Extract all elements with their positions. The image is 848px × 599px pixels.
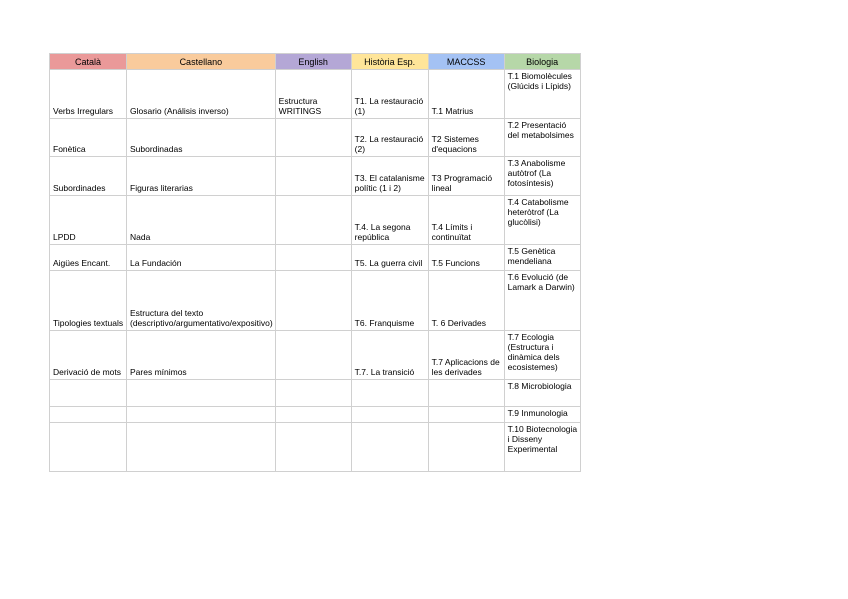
table-cell[interactable]: T2 Sistemes d'equacions — [428, 119, 504, 157]
table-cell[interactable]: Tipologies textuals — [50, 271, 127, 331]
table-cell[interactable]: T.5 Genètica mendeliana — [504, 245, 580, 271]
table-cell[interactable]: T3 Programació lineal — [428, 157, 504, 196]
table-cell[interactable] — [50, 407, 127, 423]
table-cell[interactable]: Nada — [127, 196, 276, 245]
table-cell[interactable] — [50, 380, 127, 407]
table-cell[interactable]: T.7 Ecologia (Estructura i dinàmica dels ecosistemes) — [504, 331, 580, 380]
table-cell[interactable]: T2. La restauració (2) — [351, 119, 428, 157]
table-cell[interactable] — [275, 157, 351, 196]
table-cell[interactable]: Verbs Irregulars — [50, 70, 127, 119]
table-cell[interactable] — [275, 119, 351, 157]
table-cell[interactable] — [275, 331, 351, 380]
table-row — [50, 196, 581, 245]
table-row — [50, 157, 581, 196]
table-cell[interactable]: T.4 Catabolisme heteròtrof (La glucòlisi) — [504, 196, 580, 245]
table-cell[interactable]: Pares mínimos — [127, 331, 276, 380]
table-row — [50, 407, 581, 423]
table-row — [50, 423, 581, 472]
table-cell[interactable]: T.6 Evolució (de Lamark a Darwin) — [504, 271, 580, 331]
table-cell[interactable] — [127, 407, 276, 423]
table-row — [50, 271, 581, 331]
table-cell[interactable]: T.4. La segona república — [351, 196, 428, 245]
table-cell[interactable] — [428, 407, 504, 423]
table-row — [50, 380, 581, 407]
header-catala[interactable]: Català — [50, 54, 127, 70]
table-cell[interactable]: Estructura del texto (descriptivo/argumentativo/expositivo) — [127, 271, 276, 331]
table-cell[interactable]: T.4 Límits i continuïtat — [428, 196, 504, 245]
table-cell[interactable]: T1. La restauració (1) — [351, 70, 428, 119]
table-cell[interactable]: Estructura WRITINGS — [275, 70, 351, 119]
table-cell[interactable]: T.9 Inmunologia — [504, 407, 580, 423]
table-row — [50, 331, 581, 380]
table-cell[interactable] — [428, 380, 504, 407]
table-cell[interactable]: T6. Franquisme — [351, 271, 428, 331]
table-cell[interactable] — [351, 423, 428, 472]
table-row — [50, 119, 581, 157]
table-cell[interactable] — [127, 423, 276, 472]
table-cell[interactable]: T.3 Anabolisme autòtrof (La fotosíntesis) — [504, 157, 580, 196]
table-cell[interactable]: Aigües Encant. — [50, 245, 127, 271]
table-row — [50, 245, 581, 271]
subjects-table — [49, 53, 581, 472]
table-cell[interactable]: Figuras literarias — [127, 157, 276, 196]
table-cell[interactable]: Subordinadas — [127, 119, 276, 157]
table-cell[interactable]: T.5 Funcions — [428, 245, 504, 271]
table-cell[interactable] — [275, 380, 351, 407]
table-cell[interactable]: T.1 Biomolècules (Glúcids i Lípids) — [504, 70, 580, 119]
table-cell[interactable]: LPDD — [50, 196, 127, 245]
table-row — [50, 70, 581, 119]
table-cell[interactable] — [275, 407, 351, 423]
header-row — [50, 54, 581, 70]
table-cell[interactable]: La Fundación — [127, 245, 276, 271]
table-cell[interactable] — [275, 245, 351, 271]
header-castellano[interactable]: Castellano — [127, 54, 276, 70]
table-cell[interactable]: Subordinades — [50, 157, 127, 196]
table-cell[interactable] — [275, 271, 351, 331]
header-english[interactable]: English — [275, 54, 351, 70]
table-cell[interactable]: Derivació de mots — [50, 331, 127, 380]
table-cell[interactable]: T.7. La transició — [351, 331, 428, 380]
table-cell[interactable] — [351, 380, 428, 407]
table-cell[interactable]: T.2 Presentació del metabolsimes — [504, 119, 580, 157]
table-cell[interactable] — [351, 407, 428, 423]
header-historia[interactable]: Història Esp. — [351, 54, 428, 70]
table-cell[interactable] — [428, 423, 504, 472]
table-cell[interactable]: T. 6 Derivades — [428, 271, 504, 331]
header-maccss[interactable]: MACCSS — [428, 54, 504, 70]
table-cell[interactable]: Glosario (Análisis inverso) — [127, 70, 276, 119]
table-cell[interactable] — [50, 423, 127, 472]
header-biologia[interactable]: Biologia — [504, 54, 580, 70]
table-cell[interactable]: T.8 Microbiologia — [504, 380, 580, 407]
table-cell[interactable]: T5. La guerra civil — [351, 245, 428, 271]
table-cell[interactable] — [275, 196, 351, 245]
table-cell[interactable]: Fonètica — [50, 119, 127, 157]
table-cell[interactable]: T.7 Aplicacions de les derivades — [428, 331, 504, 380]
table-cell[interactable] — [275, 423, 351, 472]
table-cell[interactable]: T.1 Matrius — [428, 70, 504, 119]
table-cell[interactable]: T3. El catalanisme polític (1 i 2) — [351, 157, 428, 196]
table-cell[interactable]: T.10 Biotecnologia i Disseny Experimental — [504, 423, 580, 472]
table-cell[interactable] — [127, 380, 276, 407]
